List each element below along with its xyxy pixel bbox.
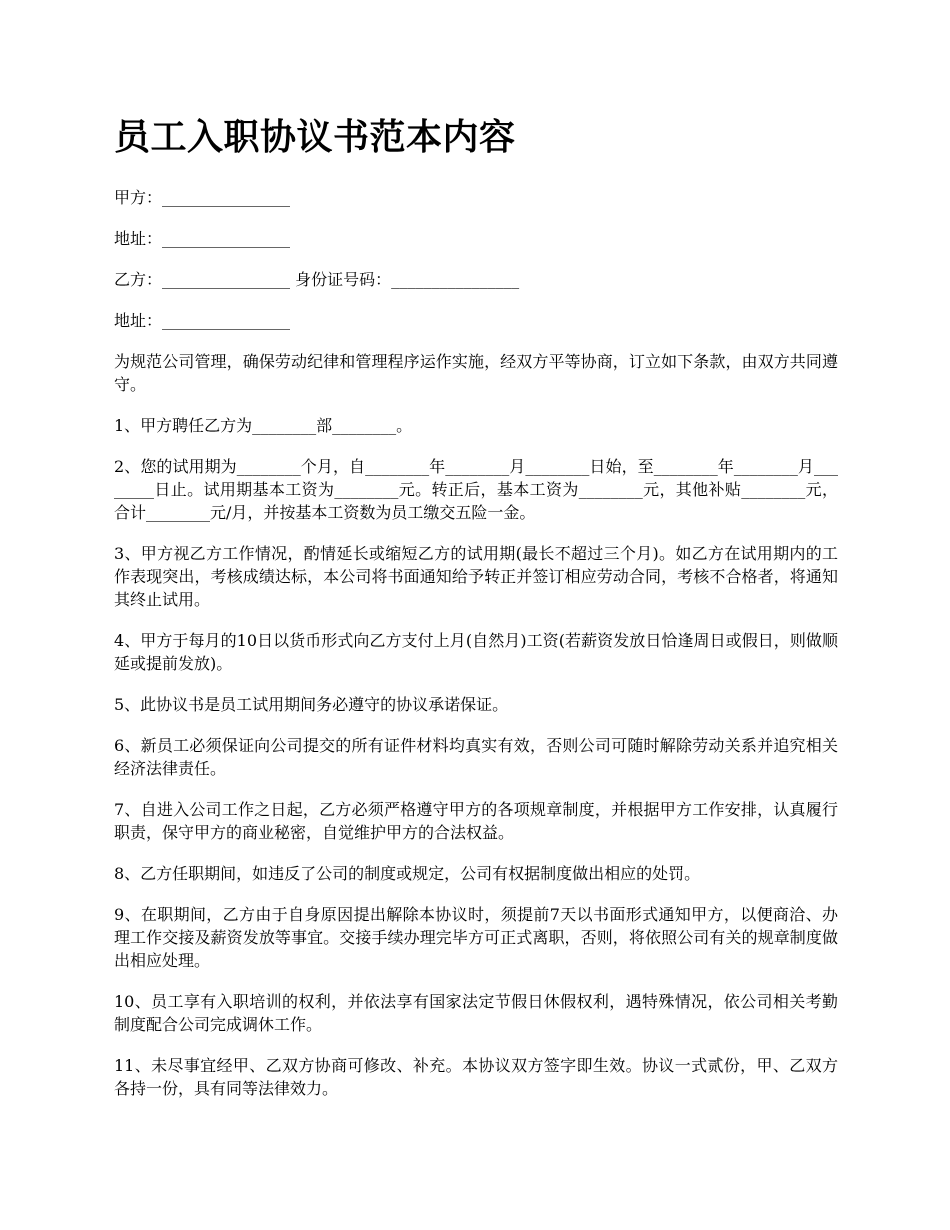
clause-2: 2、您的试用期为________个月，自________年________月________日始，至________年________月________日止。试用期基本工资为________元。转正后，基本工资为________元，其他补贴________元，合计________元/月，并按基本工资数为员工缴交五险一金。 bbox=[114, 457, 838, 522]
clause-6: 6、新员工必须保证向公司提交的所有证件材料均真实有效，否则公司可随时解除劳动关系并追究相关经济法律责任。 bbox=[114, 736, 838, 778]
clause-1: 1、甲方聘任乙方为________部________。 bbox=[114, 416, 413, 435]
party-a-line: 甲方：________________ bbox=[114, 188, 291, 207]
party-b-address-line: 地址：________________ bbox=[114, 311, 291, 330]
clause-4: 4、甲方于每月的10日以货币形式向乙方支付上月(自然月)工资(若薪资发放日恰逢周日或假日，则做顺延或提前发放)。 bbox=[114, 631, 838, 673]
document-body bbox=[114, 112, 838, 1118]
clause-8: 8、乙方任职期间，如违反了公司的制度或规定，公司有权据制度做出相应的处罚。 bbox=[114, 864, 701, 883]
party-b-id-line: 乙方：________________ 身份证号码：________________ bbox=[114, 270, 520, 289]
clause-5: 5、此协议书是员工试用期间务必遵守的协议承诺保证。 bbox=[114, 695, 509, 714]
clause-11: 11、未尽事宜经甲、乙双方协商可修改、补充。本协议双方签字即生效。协议一式贰份，甲、乙双方各持一份，具有同等法律效力。 bbox=[114, 1056, 838, 1098]
intro-paragraph: 为规范公司管理，确保劳动纪律和管理程序运作实施，经双方平等协商，订立如下条款，由双方共同遵守。 bbox=[114, 352, 838, 394]
party-a-address-line: 地址：________________ bbox=[114, 229, 291, 248]
clause-9: 9、在职期间，乙方由于自身原因提出解除本协议时，须提前7天以书面形式通知甲方，以便商洽、办理工作交接及薪资发放等事宜。交接手续办理完毕方可正式离职，否则，将依照公司有关的规章制度做出相应处理。 bbox=[114, 905, 838, 970]
clause-10: 10、员工享有入职培训的权利，并依法享有国家法定节假日休假权利，遇特殊情况，依公司相关考勤制度配合公司完成调休工作。 bbox=[114, 992, 838, 1034]
document-title: 员工入职协议书范本内容 bbox=[114, 116, 516, 158]
clause-7: 7、自进入公司工作之日起，乙方必须严格遵守甲方的各项规章制度，并根据甲方工作安排，认真履行职责，保守甲方的商业秘密，自觉维护甲方的合法权益。 bbox=[114, 800, 838, 842]
clause-3: 3、甲方视乙方工作情况，酌情延长或缩短乙方的试用期(最长不超过三个月)。如乙方在试用期内的工作表现突出，考核成绩达标，本公司将书面通知给予转正并签订相应劳动合同，考核不合格者，将通知其终止试用。 bbox=[114, 544, 838, 609]
